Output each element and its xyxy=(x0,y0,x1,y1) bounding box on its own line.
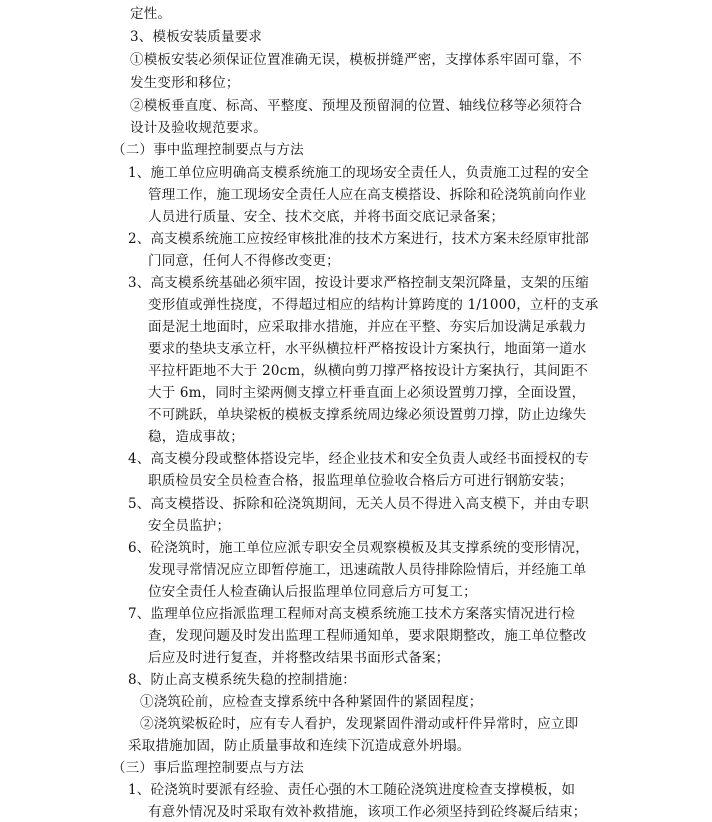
text-line: ②模板垂直度、标高、平整度、预埋及预留洞的位置、轴线位移等必须符合 xyxy=(130,98,583,114)
text-line: 1、施工单位应明确高支模系统施工的现场安全责任人，负责施工过程的安全 xyxy=(128,165,589,181)
text-line: 设计及验收规范要求。 xyxy=(130,120,267,136)
text-line: 定性。 xyxy=(130,6,172,22)
text-line: 发现寻常情况应立即暂停施工，迅速疏散人员待排除险情后，并经施工单 xyxy=(148,562,587,578)
text-line: 人员进行质量、安全、技术交底，并将书面交底记录备案； xyxy=(148,209,505,225)
text-line: 有意外情况及时采取有效补救措施，该项工作必须坚持到砼终凝后结束； xyxy=(148,804,587,820)
text-line: 职质检员安全员检查合格，报监理单位验收合格后方可进行钢筋安装； xyxy=(148,473,573,489)
text-line: 查，发现问题及时发出监理工程师通知单，要求限期整改，施工单位整改 xyxy=(148,628,587,644)
text-line: 门同意，任何人不得修改变更； xyxy=(148,253,340,269)
text-line: ②浇筑梁板砼时，应有专人看护，发现紧固件滑动或杆件异常时，应立即 xyxy=(140,716,579,732)
text-line: 不可跳跃，单块梁板的模板支撑系统周边缘必须设置剪刀撑，防止边缘失 xyxy=(148,407,587,423)
text-line: ①模板安装必须保证位置准确无误，模板拼缝严密，支撑体系牢固可靠，不 xyxy=(130,52,583,68)
text-line: 发生变形和移位； xyxy=(130,75,240,91)
text-line: 7、监理单位应指派监理工程师对高支模系统施工技术方案落实情况进行检 xyxy=(128,606,576,622)
text-line: 变形值或弹性挠度，不得超过相应的结构计算跨度的 1/1000，立杆的支承 xyxy=(148,297,599,313)
text-line: 6、砼浇筑时，施工单位应派专职安全员观察模板及其支撑系统的变形情况， xyxy=(128,540,589,556)
text-line: 大于 6m，同时主梁两侧支撑立杆垂直面上必须设置剪刀撑，全面设置， xyxy=(148,385,586,401)
text-line: 8、防止高支模系统失稳的控制措施： xyxy=(128,672,356,688)
text-line: 安全员监护； xyxy=(148,518,231,534)
text-line: 要求的垫块支承立杆，水平纵横拉杆严格按设计方案执行，地面第一道水 xyxy=(148,341,587,357)
text-line: 3、高支模系统基础必须牢固，按设计要求严格控制支架沉降量，支架的压缩 xyxy=(128,275,589,291)
section-heading: （三）事后监理控制要点与方法 xyxy=(112,760,304,776)
section-heading: （二）事中监理控制要点与方法 xyxy=(112,142,304,158)
text-line: 面是泥土地面时，应采取排水措施，并应在平整、夯实后加设满足承载力 xyxy=(148,319,587,335)
text-line: 平拉杆距地不大于 20cm，纵横向剪刀撑严格按设计方案执行，其间距不 xyxy=(148,363,589,379)
text-line: 稳，造成事故； xyxy=(148,429,244,445)
section-heading: 3、模板安装质量要求 xyxy=(130,29,263,45)
text-line: 管理工作，施工现场安全责任人应在高支模搭设、拆除和砼浇筑前向作业 xyxy=(148,187,587,203)
text-line: 位安全责任人检查确认后报监理单位同意后方可复工； xyxy=(148,584,477,600)
text-line: ①浇筑砼前，应检查支撑系统中各种紧固件的紧固程度； xyxy=(140,694,483,710)
text-line: 5、高支模搭设、拆除和砼浇筑期间，无关人员不得进入高支模下，并由专职 xyxy=(128,496,589,512)
text-line: 2、高支模系统施工应按经审核批准的技术方案进行，技术方案未经原审批部 xyxy=(128,231,589,247)
text-line: 4、高支模分段或整体搭设完毕，经企业技术和安全负责人或经书面授权的专 xyxy=(128,451,589,467)
text-line: 采取措施加固，防止质量事故和连续下沉造成意外坍塌。 xyxy=(128,738,471,754)
text-line: 1、砼浇筑时要派有经验、责任心强的木工随砼浇筑进度检查支撑模板，如 xyxy=(128,782,576,798)
text-line: 后应及时进行复查，并将整改结果书面形式备案； xyxy=(148,650,450,666)
